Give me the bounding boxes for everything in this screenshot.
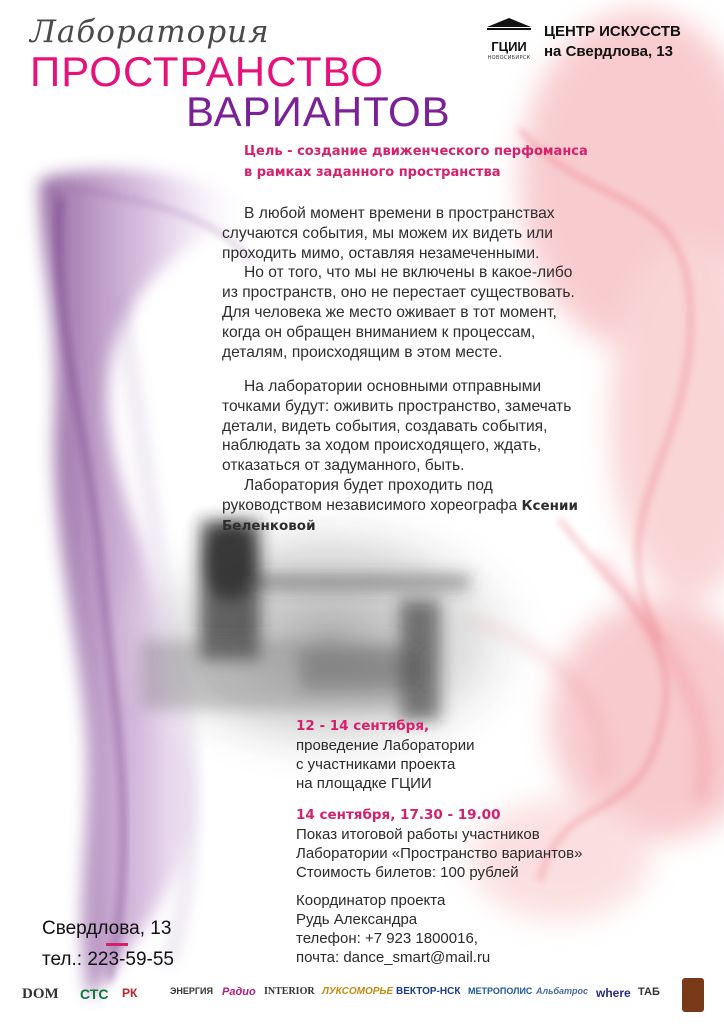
p2-line: Для человека же место оживает в тот момент, bbox=[222, 303, 557, 321]
sponsor-logo: ТАБ bbox=[638, 986, 660, 998]
event-show-date: 14 сентября, 17.30 - 19.00 bbox=[296, 807, 501, 823]
center-line-2: на Свердлова, 13 bbox=[544, 43, 673, 60]
event-lab-line: с участниками проекта bbox=[296, 756, 456, 773]
coordinator-line: Координатор проекта bbox=[296, 892, 446, 909]
lab-description bbox=[222, 377, 642, 536]
sponsor-logo: ЛУКСОМОРЬЕ bbox=[322, 986, 394, 997]
event-lab-line: на площадке ГЦИИ bbox=[296, 775, 432, 792]
goal-statement bbox=[244, 141, 588, 183]
sponsor-logo: INTERIOR bbox=[264, 986, 315, 997]
event-lab bbox=[296, 716, 475, 793]
sponsor-logo: Альбатрос bbox=[536, 986, 589, 996]
street-address: Свердлова, 13 bbox=[42, 918, 172, 939]
title-line-1: ПРОСТРАНСТВО bbox=[30, 48, 384, 95]
p4-text: руководством независимого хореографа bbox=[222, 496, 522, 514]
p3-line: детали, видеть события, создавать события, bbox=[222, 417, 548, 435]
coordinator-contact bbox=[296, 891, 490, 967]
sponsor-logo: where bbox=[596, 986, 631, 1000]
p2-line: деталям, происходящим в этом месте. bbox=[222, 343, 503, 361]
event-show bbox=[296, 805, 582, 882]
event-show-line: Лаборатории «Пространство вариантов» bbox=[296, 845, 583, 862]
sponsor-logo: Радио bbox=[222, 986, 256, 998]
logo-text: ГЦИИ bbox=[491, 39, 527, 54]
sponsor-logo: ВЕКТОР-НСК bbox=[396, 986, 461, 997]
goal-line-1: Цель - создание движенческого перфоманса bbox=[244, 144, 588, 159]
event-lab-date: 12 - 14 сентября, bbox=[296, 718, 430, 734]
p1-line: проходить мимо, оставляя незамеченными. bbox=[222, 244, 540, 262]
choreographer-first-name: Ксении bbox=[521, 497, 578, 514]
sponsor-logos bbox=[22, 978, 712, 1018]
p4-line bbox=[222, 496, 642, 517]
p3-line: наблюдать за ходом происходящего, ждать, bbox=[222, 437, 542, 455]
building-icon bbox=[484, 17, 534, 39]
center-name bbox=[544, 22, 681, 62]
coordinator-line: Рудь Александра bbox=[296, 911, 418, 928]
sponsor-logo: СТС bbox=[80, 986, 109, 1002]
p2-line: из пространств, оно не перестает существовать. bbox=[222, 284, 575, 302]
p2-line: Но от того, что мы не включены в какое-либо bbox=[244, 264, 573, 282]
phone-row bbox=[42, 948, 174, 972]
center-line-1: ЦЕНТР ИСКУССТВ bbox=[544, 23, 681, 40]
intro-text bbox=[222, 204, 642, 362]
coordinator-email: почта: dance_smart@mail.ru bbox=[296, 949, 491, 966]
phone-label: тел.: bbox=[42, 949, 88, 970]
event-show-line: Показ итоговой работы участников bbox=[296, 826, 540, 843]
sponsor-seal-icon bbox=[682, 978, 704, 1012]
coordinator-phone: телефон: +7 923 1800016, bbox=[296, 930, 478, 947]
lab-word: Лаборатория bbox=[30, 14, 270, 50]
sponsor-logo: ЭНЕРГИЯ bbox=[170, 986, 213, 996]
p1-line: случаются события, мы можем их видеть или bbox=[222, 224, 553, 242]
phone-number: 223-59-55 bbox=[87, 949, 174, 970]
p3-line: точками будут: оживить пространство, замечать bbox=[222, 397, 572, 415]
p4-line: Лаборатория будет проходить под bbox=[244, 476, 493, 494]
title-line-2: ВАРИАНТОВ bbox=[186, 88, 451, 135]
p3-line: отказаться от задуманного, быть. bbox=[222, 457, 465, 475]
goal-line-2: в рамках заданного пространства bbox=[244, 165, 501, 180]
choreographer-last-name: Беленковой bbox=[222, 517, 316, 534]
gcii-logo bbox=[484, 17, 534, 75]
sponsor-logo: DOM bbox=[22, 986, 59, 1002]
accent-dash bbox=[106, 943, 128, 946]
sponsor-logo: РК bbox=[122, 986, 138, 1000]
sponsor-logo: МЕТРОПОЛИС bbox=[468, 986, 533, 996]
event-show-line: Стоимость билетов: 100 рублей bbox=[296, 864, 519, 881]
logo-subtext: НОВОСИБИРСК bbox=[487, 55, 531, 61]
p1-line: В любой момент времени в пространствах bbox=[244, 205, 555, 222]
p3-line: На лаборатории основными отправными bbox=[244, 378, 542, 395]
event-lab-line: проведение Лаборатории bbox=[296, 737, 475, 754]
venue-address bbox=[42, 917, 174, 972]
p2-line: когда он обращен вниманием к процессам, bbox=[222, 323, 536, 341]
